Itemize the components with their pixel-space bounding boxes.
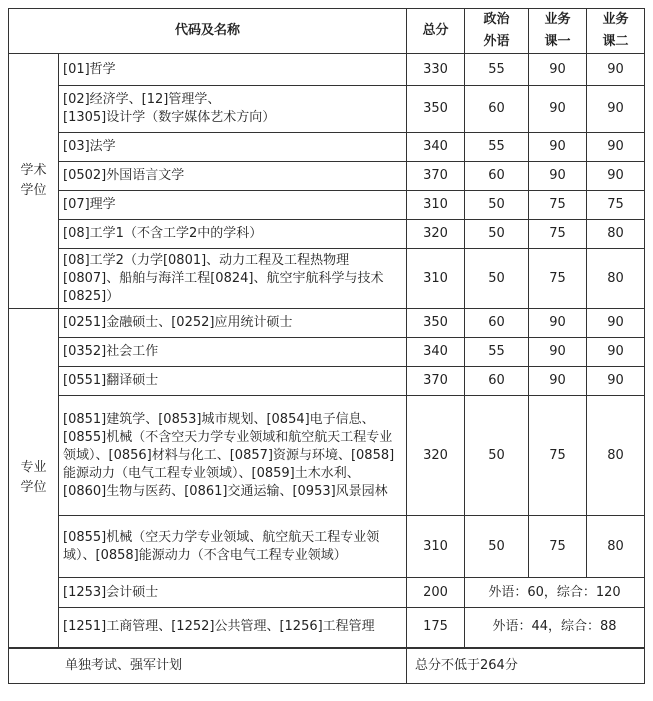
course-one-score: 75 <box>529 396 587 516</box>
category-professional-text: 专业学位 <box>20 459 47 495</box>
footer-label: 单独考试、强军计划 <box>9 648 407 684</box>
politics-foreign-score: 50 <box>465 249 529 309</box>
politics-foreign-score: 55 <box>465 133 529 162</box>
subject-scores-note: 外语：44，综合：88 <box>465 608 645 648</box>
table-row <box>9 367 645 396</box>
table-row <box>9 309 645 338</box>
table-row <box>9 54 645 86</box>
header-politics-text: 政治 外语 <box>483 12 510 49</box>
total-score: 310 <box>407 191 465 220</box>
total-score: 320 <box>407 396 465 516</box>
table-row <box>9 162 645 191</box>
total-score: 310 <box>407 516 465 578</box>
course-two-score: 75 <box>587 191 645 220</box>
politics-foreign-score: 50 <box>465 516 529 578</box>
header-code-name: 代码及名称 <box>9 9 407 54</box>
program-name: [01]哲学 <box>59 54 407 86</box>
total-score: 350 <box>407 309 465 338</box>
course-one-score: 90 <box>529 86 587 133</box>
politics-foreign-score: 50 <box>465 220 529 249</box>
politics-foreign-score: 60 <box>465 309 529 338</box>
total-score: 350 <box>407 86 465 133</box>
total-score: 340 <box>407 133 465 162</box>
table-body <box>9 9 645 684</box>
category-academic <box>9 54 59 309</box>
program-name: [0502]外国语言文学 <box>59 162 407 191</box>
total-score: 200 <box>407 578 465 608</box>
table-row <box>9 220 645 249</box>
course-two-score: 80 <box>587 396 645 516</box>
subject-scores-note: 外语：60，综合：120 <box>465 578 645 608</box>
program-name: [0851]建筑学、[0853]城市规划、[0854]电子信息、[0855]机械（不含空天力学专业领域和航空航天工程专业领域）、[0856]材料与化工、[0857]资源与环境、[0858]能源动力（电气工程专业领域）、[0859]土木水利、[0860]生物与医药、[0861]交通运输、[0953]风景园林 <box>59 396 407 516</box>
program-name: [02]经济学、[12]管理学、 [1305]设计学（数字媒体艺术方向） <box>59 86 407 133</box>
politics-foreign-score: 60 <box>465 162 529 191</box>
program-name: [03]法学 <box>59 133 407 162</box>
table-row <box>9 86 645 133</box>
total-score: 370 <box>407 367 465 396</box>
footer-row <box>9 648 645 684</box>
course-two-score: 80 <box>587 220 645 249</box>
course-two-score: 90 <box>587 367 645 396</box>
program-name: [08]工学2（力学[0801]、动力工程及工程热物理[0807]、船舶与海洋工程[0824]、航空宇航科学与技术[0825]） <box>59 249 407 309</box>
politics-foreign-score: 50 <box>465 191 529 220</box>
footer-value: 总分不低于264分 <box>407 648 645 684</box>
course-one-score: 90 <box>529 54 587 86</box>
course-one-score: 75 <box>529 220 587 249</box>
politics-foreign-score: 60 <box>465 367 529 396</box>
header-course-two <box>587 9 645 54</box>
header-course2-text: 业务 课二 <box>602 12 629 49</box>
table-row <box>9 191 645 220</box>
total-score: 370 <box>407 162 465 191</box>
total-score: 175 <box>407 608 465 648</box>
table-row <box>9 578 645 608</box>
table-row <box>9 396 645 516</box>
course-one-score: 90 <box>529 133 587 162</box>
program-name: [08]工学1（不含工学2中的学科） <box>59 220 407 249</box>
course-one-score: 90 <box>529 367 587 396</box>
program-name: [0352]社会工作 <box>59 338 407 367</box>
course-two-score: 90 <box>587 54 645 86</box>
table-row <box>9 516 645 578</box>
total-score: 340 <box>407 338 465 367</box>
table-row <box>9 608 645 648</box>
program-name: [1251]工商管理、[1252]公共管理、[1256]工程管理 <box>59 608 407 648</box>
header-course1-text: 业务 课一 <box>544 12 571 49</box>
header-course-one <box>529 9 587 54</box>
program-name: [07]理学 <box>59 191 407 220</box>
program-name: [0855]机械（空天力学专业领域、航空航天工程专业领域）、[0858]能源动力（不含电气工程专业领域） <box>59 516 407 578</box>
course-one-score: 75 <box>529 191 587 220</box>
course-two-score: 90 <box>587 162 645 191</box>
header-row <box>9 9 645 54</box>
course-one-score: 75 <box>529 516 587 578</box>
course-one-score: 75 <box>529 249 587 309</box>
course-two-score: 80 <box>587 516 645 578</box>
course-two-score: 90 <box>587 338 645 367</box>
course-one-score: 90 <box>529 309 587 338</box>
category-academic-text: 学术学位 <box>20 163 47 198</box>
politics-foreign-score: 55 <box>465 338 529 367</box>
course-one-score: 90 <box>529 162 587 191</box>
program-name: [0251]金融硕士、[0252]应用统计硕士 <box>59 309 407 338</box>
course-two-score: 90 <box>587 309 645 338</box>
total-score: 310 <box>407 249 465 309</box>
total-score: 320 <box>407 220 465 249</box>
politics-foreign-score: 55 <box>465 54 529 86</box>
politics-foreign-score: 50 <box>465 396 529 516</box>
program-name: [1253]会计硕士 <box>59 578 407 608</box>
table-row <box>9 338 645 367</box>
score-table <box>8 8 645 684</box>
category-professional <box>9 309 59 648</box>
course-two-score: 90 <box>587 86 645 133</box>
program-name: [0551]翻译硕士 <box>59 367 407 396</box>
course-one-score: 90 <box>529 338 587 367</box>
table-row <box>9 249 645 309</box>
table-row <box>9 133 645 162</box>
course-two-score: 80 <box>587 249 645 309</box>
total-score: 330 <box>407 54 465 86</box>
header-total: 总分 <box>407 9 465 54</box>
header-politics-foreign <box>465 9 529 54</box>
politics-foreign-score: 60 <box>465 86 529 133</box>
course-two-score: 90 <box>587 133 645 162</box>
